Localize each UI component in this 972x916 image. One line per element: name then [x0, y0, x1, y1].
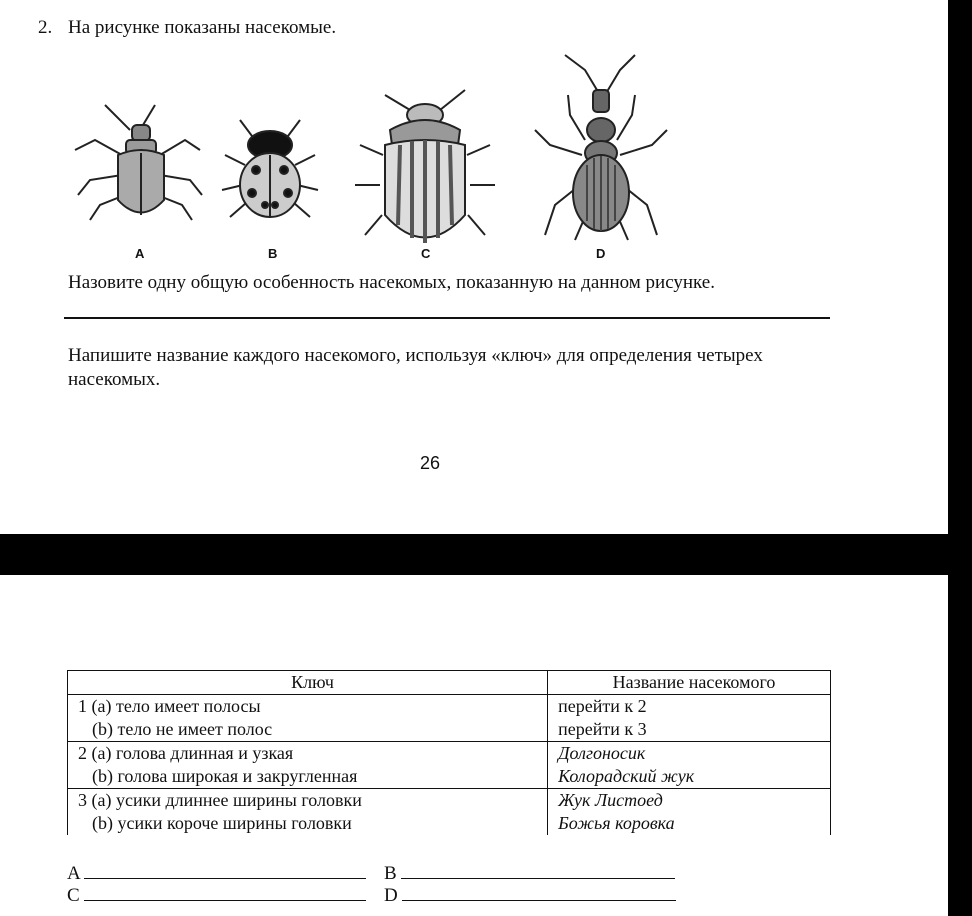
- answer-b-blank[interactable]: [401, 862, 675, 879]
- name-cell: Жук Листоед: [548, 789, 831, 813]
- table-row: [68, 695, 831, 719]
- insect-a-drawing: [75, 105, 202, 220]
- insect-label-b: B: [268, 246, 278, 261]
- insect-label-d: D: [596, 246, 606, 261]
- answer-a[interactable]: A: [67, 862, 366, 885]
- prompt-common-feature: Назовите одну общую особенность насекомых, показанную на данном рисунке.: [68, 272, 715, 293]
- insect-label-a: A: [135, 246, 145, 261]
- key-cell: (b) усики короче ширины головки: [68, 812, 548, 835]
- header-insect-name: Название насекомого: [548, 671, 831, 695]
- question-text: На рисунке показаны насекомые.: [68, 17, 337, 38]
- name-cell: перейти к 3: [548, 718, 831, 742]
- table-row: [68, 718, 831, 742]
- header-key: Ключ: [68, 671, 548, 695]
- answer-c[interactable]: C: [67, 884, 366, 907]
- name-cell: Божья коровка: [548, 812, 831, 835]
- answer-c-blank[interactable]: [84, 884, 366, 901]
- name-cell: Колорадский жук: [548, 765, 831, 789]
- key-cell: (b) тело не имеет полос: [68, 718, 548, 742]
- answer-d-blank[interactable]: [402, 884, 676, 901]
- table-row: [68, 765, 831, 789]
- table-header-row: [68, 671, 831, 695]
- name-cell: перейти к 2: [548, 695, 831, 719]
- table-row: [68, 789, 831, 813]
- answer-line[interactable]: [64, 317, 830, 319]
- question-number: 2.: [38, 17, 53, 38]
- prompt-name-insects: Напишите название каждого насекомого, используя «ключ» для определения четырех насекомых.: [68, 345, 763, 390]
- name-cell: Долгоносик: [548, 742, 831, 766]
- page-number: 26: [420, 453, 441, 473]
- insect-label-c: C: [421, 246, 431, 261]
- key-cell: 1 (a) тело имеет полосы: [68, 695, 548, 719]
- key-cell: (b) голова широкая и закругленная: [68, 765, 548, 789]
- table-row: [68, 812, 831, 835]
- insects-figure: [60, 45, 700, 267]
- insect-d-drawing: [535, 55, 667, 240]
- identification-key-table: [67, 670, 831, 835]
- key-cell: 2 (a) голова длинная и узкая: [68, 742, 548, 766]
- table-row: [68, 742, 831, 766]
- answer-b[interactable]: B: [384, 862, 675, 885]
- answer-a-blank[interactable]: [84, 862, 366, 879]
- key-cell: 3 (a) усики длиннее ширины головки: [68, 789, 548, 813]
- insect-c-drawing: [355, 90, 495, 243]
- answer-d[interactable]: D: [384, 884, 676, 907]
- page-lower: [0, 575, 948, 916]
- insect-b-drawing: [222, 120, 318, 217]
